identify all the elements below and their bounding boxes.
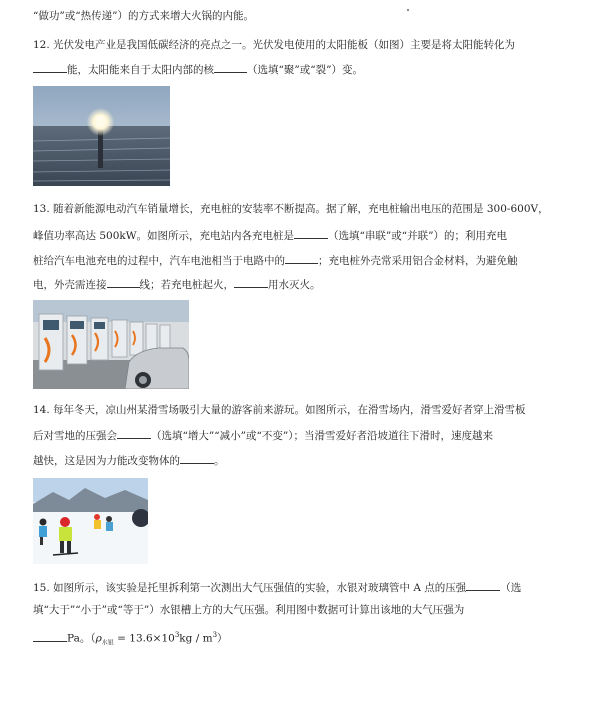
q15-line2-text: 填“大于”“小于”或“等于”）水银槽上方的大气压强。利用图中数据可计算出该地的大气压强为 (33, 604, 465, 616)
charging-station-image (33, 300, 189, 389)
q13-blank-2[interactable] (285, 252, 318, 264)
q11-tail-text: “做功”或“热传递”）的方式来增大火锅的内能。 (33, 10, 254, 22)
q11-tail (33, 9, 254, 23)
density-exponent: 3 (174, 631, 180, 639)
density-value: = 13.6×10 (113, 632, 175, 645)
q13-line4 (33, 276, 321, 292)
q15-line3-close: ） (217, 632, 228, 645)
q13-line4-text-c: 用水灭火。 (268, 279, 321, 291)
q12-blank-2[interactable] (214, 61, 247, 73)
q13-line3 (33, 252, 518, 268)
density-unit-exponent: 3 (212, 631, 218, 639)
q12-line2-text-c: （选填“聚”或“裂”）变。 (247, 64, 363, 76)
q12-line1-text: 12. 光伏发电产业是我国低碳经济的亮点之一。光伏发电使用的太阳能板（如图）主要是将太阳能转化为 (33, 39, 516, 51)
q15-line3 (33, 628, 228, 651)
q15-blank-2[interactable] (33, 630, 67, 642)
q14-line2 (33, 427, 493, 443)
ski-resort-image (33, 478, 148, 564)
q13-line2 (33, 227, 507, 243)
q13-line4-text-a: 电，外壳需连接 (33, 279, 107, 291)
q14-blank-2[interactable] (180, 452, 214, 464)
q14-line1 (33, 403, 526, 417)
q13-line3-text-a: 桩给汽车电池充电的过程中，汽车电池相当于电路中的 (33, 255, 285, 267)
q12-line1 (33, 38, 515, 52)
q15-line1 (33, 579, 521, 595)
q12-line2 (33, 61, 363, 77)
q14-line3-text-a: 越快，这是因为力能改变物体的 (33, 455, 180, 467)
q12-line2-text-b: 能，太阳能来自于太阳内部的核 (67, 64, 214, 76)
q13-line1 (33, 202, 549, 216)
q14-line1-text: 14. 每年冬天，凉山州某滑雪场吸引大量的游客前来游玩。如图所示，在滑雪场内，滑雪爱好者穿上滑雪板 (33, 404, 526, 416)
q14-blank-1[interactable] (117, 427, 151, 439)
q13-line1-text: 13. 随着新能源电动汽车销量增长，充电桩的安装率不断提高。据了解，充电桩输出电压的范围是 300-600V， (33, 203, 549, 215)
q15-line1-text-b: （选 (500, 582, 522, 594)
q13-blank-3[interactable] (107, 276, 140, 288)
q12-blank-1[interactable] (33, 61, 67, 73)
q13-line2-text-a: 峰值功率高达 500kW。如图所示，充电站内各充电桩是 (33, 230, 295, 242)
q14-line3 (33, 452, 225, 468)
q13-line4-text-b: 线；若充电桩起火， (139, 279, 234, 291)
q14-line2-text-b: （选填“增大”“减小”或“不变”）；当滑雪爱好者沿坡道往下滑时，速度越来 (151, 430, 493, 442)
stray-dot (407, 9, 409, 11)
q13-line3-text-b: ；充电桩外壳常采用铝合金材料，为避免触 (318, 255, 518, 267)
solar-power-tower-image (33, 86, 170, 186)
q13-line2-text-b: （选填“串联”或“并联”）的；利用充电 (328, 230, 508, 242)
q15-line2 (33, 603, 464, 617)
q14-line2-text-a: 后对雪地的压强会 (33, 430, 117, 442)
q15-line1-text-a: 15. 如图所示，该实验是托里拆利第一次测出大气压强值的实验，水银对玻璃管中 A 点的压强 (33, 582, 467, 594)
q15-line3-text-a: Pa。（ (67, 632, 96, 645)
q13-blank-4[interactable] (234, 276, 268, 288)
rho-subscript: 水银 (101, 639, 114, 647)
q14-line3-text-b: 。 (214, 455, 225, 467)
density-unit: kg / m (179, 632, 213, 645)
rho-symbol: ρ (95, 632, 102, 645)
q13-blank-1[interactable] (294, 227, 328, 239)
q15-blank-1[interactable] (466, 579, 500, 591)
